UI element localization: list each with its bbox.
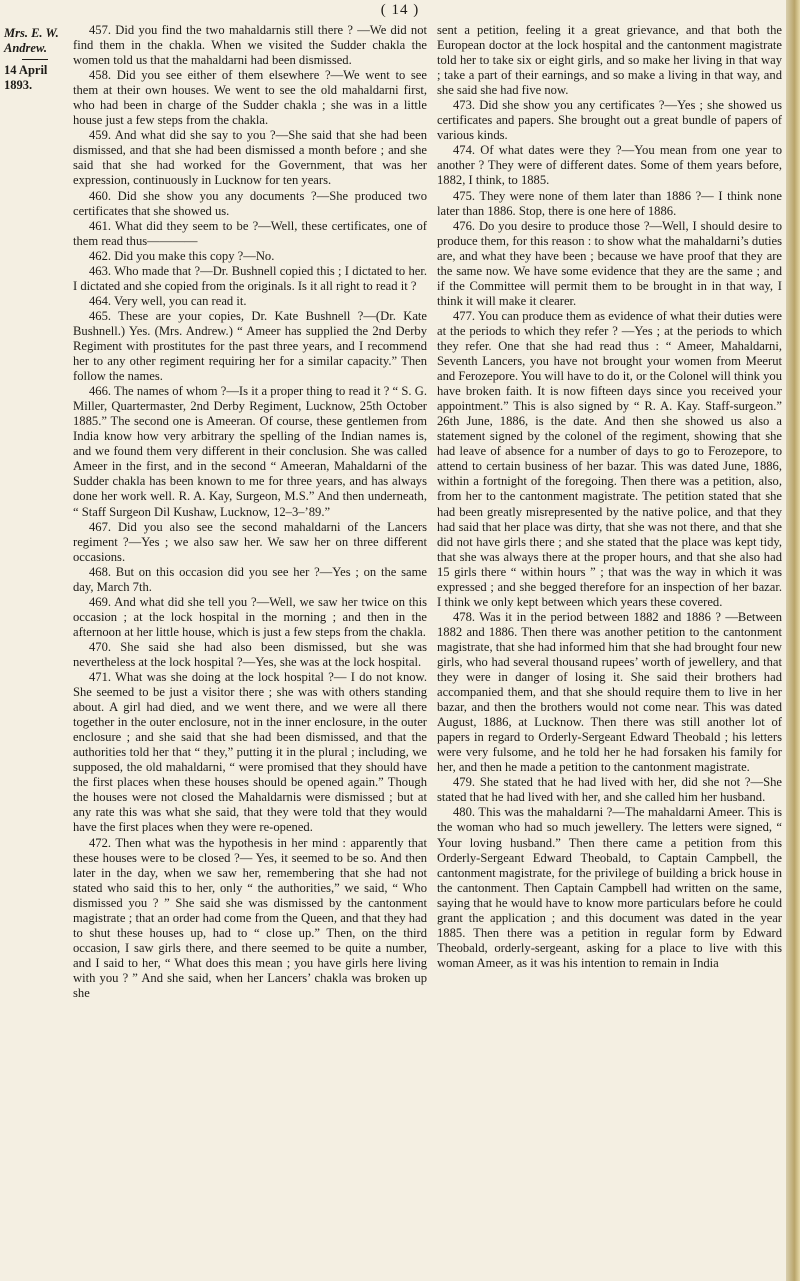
paragraph: 462. Did you make this copy ?—No. [89,248,275,263]
page-edge [786,0,800,1281]
paragraph: 458. Did you see either of them elsewhere ?—We went to see them at their own houses. We went to see the old mahaldarni first, who had been in charge of the Sudder chakla ; she was in a little house just a few steps from the chakla. [73,68,427,128]
paragraph: 472. Then what was the hypothesis in her mind : apparently that these houses were to be closed ?— Yes, it seemed to be so. And then later in the day, when we saw her, remembering that she had not stated who said this to her, only “ the authorities,” we said, “ Who dismissed you ? ” She said she was dismissed by the cantonment magistrate ; that an order had come from the Queen, and that they had to shut these houses up, had to “ close up.” Then, on the third occasion, I saw girls there, and there seemed to be quite a number, and I said to her, “ What does this mean ; you have girls here living with you ? ” And she said, when her Lancers’ chakla was broken up she [73,835,427,1000]
witness-name: Mrs. E. W. Andrew. [4,26,59,55]
hearing-date: 14 April 1893. [4,63,48,92]
paragraph: 480. This was the mahaldarni ?—The mahaldarni Ameer. This is the woman who had so much jewellery. The letters were signed, “ Your loving husband.” Then there came a petition from this Orderly-Sergeant Edward Theobald, to Captain Campbell, the cantonment magistrate, for the privilege of building a brick house in the cantonment. Then Captain Campbell had written on the same, saying that he would have to know more particulars before he could grant the application ; and this document was dated in the year 1885. Then there was a petition in regular form by Edward Theobald, orderly-sergeant, asking for a place to live with this woman Ameer, as it was his intention to remain in India [437,805,782,970]
paragraph: 467. Did you also see the second mahaldarni of the Lancers regiment ?—Yes ; we also saw her. We saw her on three different occasions. [73,519,427,564]
margin-rule [22,59,48,60]
paragraph: 468. But on this occasion did you see her ?—Yes ; on the same day, March 7th. [73,564,427,594]
paragraph: 473. Did she show you any certificates ?—Yes ; she showed us certificates and papers. She brought out a great bundle of papers of various kinds. [437,98,782,143]
paragraph: 470. She said she had also been dismissed, but she was nevertheless at the lock hospital ?—Yes, she was at the lock hospital. [73,639,427,669]
paragraph: 464. Very well, you can read it. [89,293,247,308]
paragraph: 465. These are your copies, Dr. Kate Bushnell ?—(Dr. Kate Bushnell.) Yes. (Mrs. Andrew.) “ Ameer has supplied the 2nd Derby Regiment with prostitutes for the past three years, and I recommend her to any other regiment requiring her for a similar capacity.” Then follow the names. [73,308,427,384]
paragraph: 474. Of what dates were they ?—You mean from one year to another ? They were of different dates. Some of them years before, 1882, I think, to 1885. [437,143,782,188]
paragraph: 463. Who made that ?—Dr. Bushnell copied this ; I dictated to her. I dictated and she copied from the originals. Is it all right to read it ? [73,263,427,293]
paragraph: 460. Did she show you any documents ?—She produced two certificates that she showed us. [73,188,427,218]
page-number: ( 14 ) [380,2,420,18]
paragraph: 479. She stated that he had lived with her, did she not ?—She stated that he had lived with her, and she called him her husband. [437,775,782,805]
paragraph: 469. And what did she tell you ?—Well, we saw her twice on this occasion ; at the lock hospital in the morning ; and then in the afternoon at her little house, which is just a few steps from the chakla. [73,594,427,639]
left-column [73,23,427,1001]
paragraph: 476. Do you desire to produce those ?—Well, I should desire to produce them, for this reason : to show what the mahaldarni’s duties are, and what they have been ; because we have proof that they are the same now. We have some evidence that they are the same ; and if the Committee will permit them to be brought in in that way, I think it will make it clearer. [437,218,782,308]
paragraph: 466. The names of whom ?—Is it a proper thing to read it ? “ S. G. Miller, Quartermaster, 2nd Derby Regiment, Lucknow, 25th October 1885.” The second one is Ameeran. Of course, these gentlemen from India know how very arbitrary the spelling of the Indian names is, and we found them very different in their conclusion. She was called Ameer in the first, and in the second “ Ameeran, Mahaldarni of the Sudder chakla has been known to me for three years, and has always done her work well. R. A. Kay, Surgeon, M.S.” And then underneath, “ Staff Surgeon Dil Kushaw, Lucknow, 12–3–’89.” [73,384,427,519]
paragraph: 478. Was it in the period between 1882 and 1886 ? —Between 1882 and 1886. Then there was another petition to the cantonment magistrate, that she had informed him that she had brought four new girls, who had several thousand rupees’ worth of jewellery, and that they were in danger of losing it. She said their brothers had accompanied them, and that she should require them to live in her bazar, and then the brothers would not come near. This was dated August, 1886, at Lucknow. Then there was still another lot of papers in regard to Orderly-Sergeant Edward Theobald ; his letters were very fulsome, and he told her he had forsaken his family for her, and then he made a petition to the cantonment magistrate. [437,609,782,775]
paragraph: 477. You can produce them as evidence of what their duties were at the periods to which they refer ? —Yes ; at the periods to which they refer. One that she had read thus : “ Ameer, Mahaldarni, Seventh Lancers, you have not brought your women from Meerut and Ferozepore. You will have to do it, or the Colonel will think you have broken faith. It is now fifteen days since you received your appointment.” This is also signed by “ R. A. Kay. Staff-surgeon.” 26th June, 1886, is the date. And then she showed us also a statement signed by the colonel of the regiment, showing that she had leave of absence for a number of days to go to Ferozepore, to attend to certain business of her bazar. This was dated June, 1886, within a fortnight of the foregoing. Then there was a petition, also, from her to the cantonment magistrate. The petition stated that she had been greatly misrepresented by the native police, and that they had said that her place was dirty, that she was not there, and that she did not have girls there ; and she stated that the place was kept tidy, that she was always there at the proper hours, and that she also had 15 girls there “ within hours ” ; that was the way in which it was expressed ; and she begged therefore for an inspection of her bazar. I think we only kept between which years these covered. [437,308,782,609]
margin-note [4,26,66,93]
paragraph: 471. What was she doing at the lock hospital ?— I do not know. She seemed to be just a visitor there ; she was with others standing about. A girl had died, and we went there, and we were all there together in the outer enclosure, not in the inner enclosure, in the outer enclosure ; and she said that she had been dismissed, and that the authorities told her that “ they,” putting it in the plural ; including, we supposed, the old mahaldarni, “ were promised that they should have the first places when these houses should be opened again.” Though the houses were not closed the Mahaldarnis were dismissed ; but at any rate this was what she said, that they were told that they would have the first places when they were re-opened. [73,670,427,835]
paragraph-continued: sent a petition, feeling it a great grievance, and that both the European doctor at the lock hospital and the cantonment magistrate told her to take six or eight girls, and so make her living in that way ; take a part of their earnings, and so make a living in that way, and she said she had five now. [437,23,782,98]
paragraph: 459. And what did she say to you ?—She said that she had been dismissed, and that she had been dismissed a month before ; and she said that she had worked for the Government, that was her expression, continuously in Lucknow for ten years. [73,128,427,188]
paragraph: 461. What did they seem to be ?—Well, these certificates, one of them read thus———— [73,218,427,248]
paragraph: 457. Did you find the two mahaldarnis still there ? —We did not find them in the chakla. When we visited the Sudder chakla the women told us that the mahaldarni had been dismissed. [73,23,427,68]
paragraph: 475. They were none of them later than 1886 ?— I think none later than 1886. Stop, there is one here of 1886. [437,188,782,218]
right-column [437,23,782,971]
